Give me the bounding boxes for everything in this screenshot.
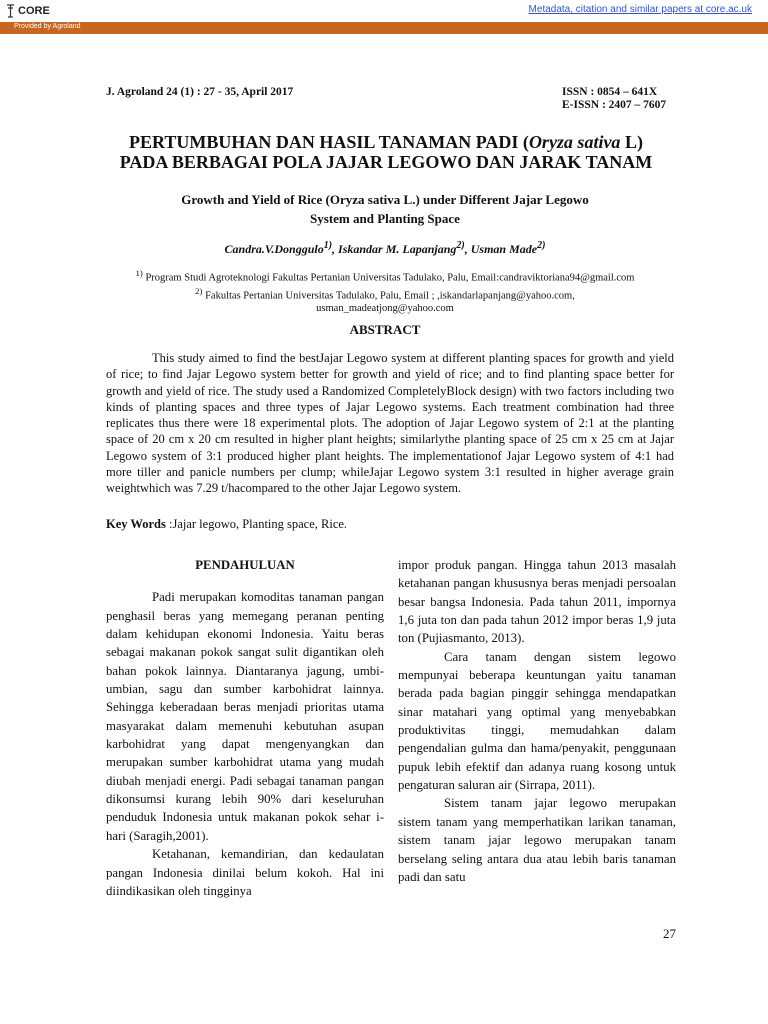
core-banner — [0, 0, 768, 23]
author: Candra.V.Donggulo$^{1)}$, — [224, 240, 339, 256]
paragraph: Padi merupakan komoditas tanaman pangan penghasil beras yang memegang peranan penting dalam kehidupan ekonomi Indonesia. Yaitu beras sebagai makanan pokok sangat sulit digantikan oleh bahan pokok lainnya. Diantaranya jagung, umbi-umbian, sagu dan sumber karbohidrat lainnya. Sehingga keberadaan beras menjadi prioritas utama masyarakat dalam memenuhi kebutuhan asupan karbohidrat yang dapat mengenyangkan dan merupakan sumber karbohidrat utama yang mudah diubah menjadi energi. Padi sebagai tanaman pangan dikonsumsi kurang lebih 90% dari keseluruhan penduduk Indonesia untuk makanan pokok sehar i-hari (Saragih,2001). — [106, 590, 384, 843]
paper-title — [80, 132, 692, 172]
issn: ISSN : 0854 – 641X — [562, 86, 658, 98]
core-logo-text: CORE — [18, 5, 50, 17]
title-line-1: PERTUMBUHAN DAN HASIL TANAMAN PADI (Oryza sativa L) — [129, 132, 643, 152]
author: Iskandar M. Lapanjang$^{2)}$, — [338, 240, 471, 256]
keywords-text: :Jajar legowo, Planting space, Rice. — [165, 517, 348, 531]
core-logo[interactable] — [6, 3, 50, 19]
author-list — [110, 240, 660, 257]
body-column-right — [398, 556, 676, 886]
affiliation-1: $^{1)}$ Program Studi Agroteknologi Fakultas Pertanian Universitas Tadulako, Palu, Email:candraviktoriana94@gmail.com — [135, 268, 635, 284]
page-number: 27 — [663, 926, 676, 941]
issn-block — [562, 86, 672, 112]
section-heading: PENDAHULUAN — [195, 558, 295, 572]
body-column-left — [106, 556, 384, 900]
paragraph: impor produk pangan. Hingga tahun 2013 masalah ketahanan pangan khususnya beras menjadi persoalan besar bangsa Indonesia. Pada tahun 2011, impornya 1,6 juta ton dan pada tahun 2012 impor beras 1,9 juta ton (Pujiasmanto, 2013). — [398, 558, 676, 646]
keywords-label: Key Words — [106, 517, 166, 531]
journal-reference: J. Agroland 24 (1) : 27 - 35, April 2017 — [106, 86, 294, 98]
author: Usman Made$^{2)}$ — [470, 240, 546, 256]
paragraph: Ketahanan, kemandirian, dan kedaulatan pangan Indonesia dinilai belum kokoh. Hal ini diindikasikan oleh tingginya — [106, 847, 384, 898]
provided-by-bar — [0, 22, 768, 34]
core-logo-icon — [6, 4, 15, 18]
eissn: E-ISSN : 2407 – 7607 — [562, 99, 667, 111]
affiliation-3: usman_madeatjong@yahoo.com — [316, 303, 454, 314]
core-metadata-link[interactable]: Metadata, citation and similar papers at core.ac.uk — [528, 4, 752, 15]
keywords — [106, 517, 347, 532]
abstract-heading: ABSTRACT — [349, 322, 421, 337]
affiliation-2: $^{2)}$ Fakultas Pertanian Universitas Tadulako, Palu, Email ; ,iskandarlapanjang@yahoo.com, — [195, 286, 575, 302]
paragraph: Sistem tanam jajar legowo merupakan sistem tanam yang memperhatikan larikan tanaman, sistem tanam jajar legowo merupakan tanam berselang seling antara dua atau lebih baris tanaman padi dan satu — [398, 796, 676, 884]
provided-by-link[interactable]: Provided by Agroland — [14, 23, 81, 30]
title-line-2: PADA BERBAGAI POLA JAJAR LEGOWO DAN JARAK TANAM — [119, 152, 653, 172]
affiliations — [100, 267, 670, 316]
paragraph: Cara tanam dengan sistem legowo mempunyai beberapa keuntungan yaitu tanaman berada pada bagian pinggir sehingga mendapatkan sinar matahari yang optimal yang menyebabkan produktivitas tinggi, memudahkan dalam pengendalian gulma dan hama/penyakit, penggunaan pupuk lebih efektif dan adanya ruang kosong untuk pengaturan saluran air (Sirrapa, 2011). — [398, 649, 676, 793]
abstract-text: This study aimed to find the bestJajar Legowo system at different planting spaces for growth and yield of rice; to find Jajar Legowo system better for growth and yield of rice; and to find planting space better for growth and yield of rice. The study used a Randomized CompletelyBlock design) with two factors including two kinds of planting spaces and three types of Jajar Legowo systems. Each treatment combination had three replicates thus there were 18 experimental plots. The adoption of Jajar Legowo system of 2:1 at the planting space of 20 cm x 20 cm resulted in higher plant heights; similarlythe planting space of 25 cm x 25 cm at Jajar Legowo system of 3:1 produced higher plant heights. The implementationof Jajar Legowo system of 4:1 had more tiller and panicle numbers per clump; whileJajar Legowo system 3:1 resulted in higher average grain weightwhich was 7.29 t/hacompared to the other Jajar Legowo system. — [106, 351, 674, 496]
english-title: Growth and Yield of Rice (Oryza sativa L.) under Different Jajar Legowo System and Planting Space — [181, 192, 589, 226]
